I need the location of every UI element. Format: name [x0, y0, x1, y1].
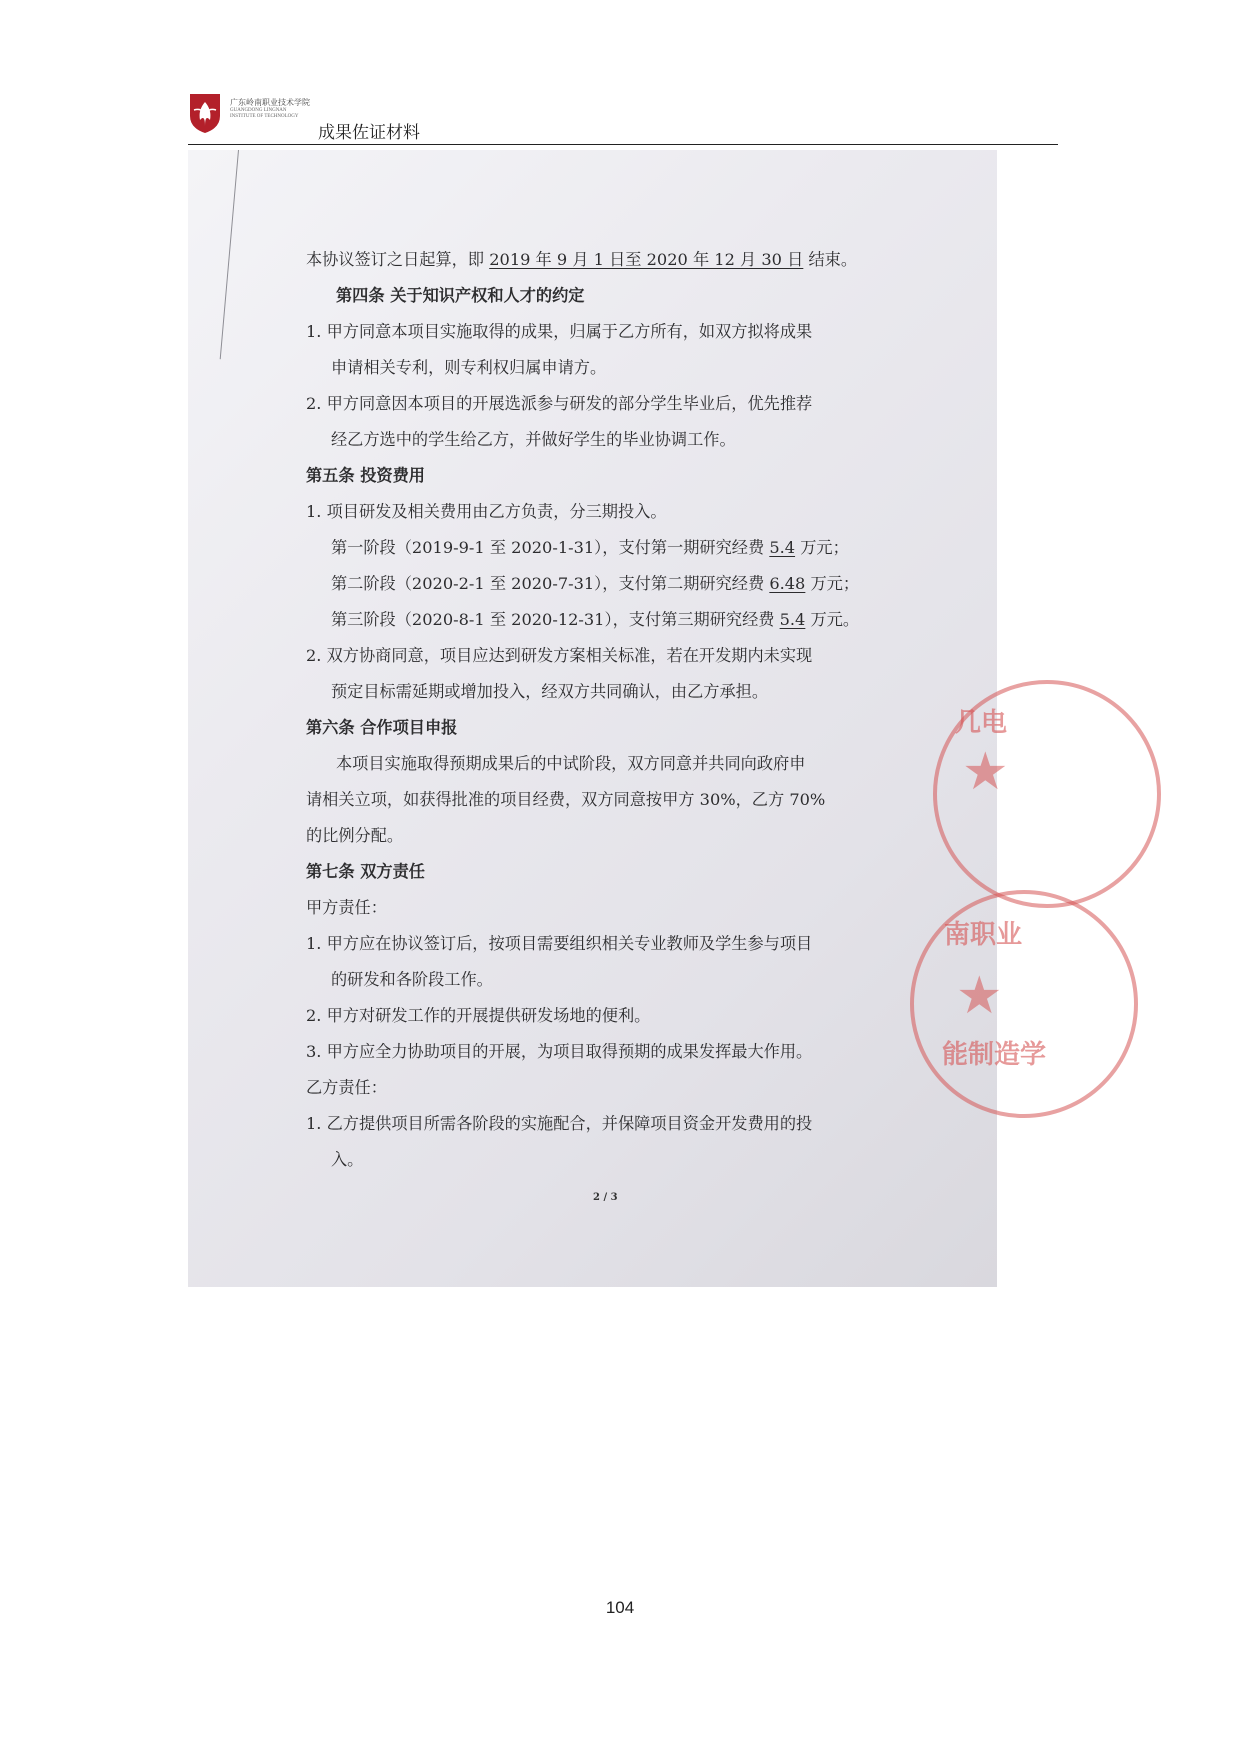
article-6-heading: 第六条 合作项目申报: [306, 718, 458, 737]
page-number: 104: [605, 1598, 635, 1617]
stamp-text: 几电: [955, 708, 1008, 738]
party-b-label: 乙方责任：: [306, 1078, 387, 1097]
list-item: 1. 甲方同意本项目实施取得的成果，归属于乙方所有，如双方拟将成果: [306, 322, 813, 341]
list-item-continued: 经乙方选中的学生给乙方，并做好学生的毕业协调工作。: [331, 430, 736, 449]
payment-stage-1: 第一阶段（2019-9-1 至 2020-1-31），支付第一期研究经费 5.4 万元；: [331, 538, 849, 557]
stage-amount: 5.4: [769, 538, 796, 557]
agreement-period: 2019 年 9 月 1 日至 2020 年 12 月 30 日: [489, 250, 804, 269]
list-item: 1. 项目研发及相关费用由乙方负责，分三期投入。: [306, 502, 667, 521]
article-4-heading: 第四条 关于知识产权和人才的约定: [336, 286, 585, 305]
party-a-label: 甲方责任：: [306, 898, 387, 917]
star-icon: ★: [962, 742, 1009, 802]
payment-stage-3: 第三阶段（2020-8-1 至 2020-12-31），支付第三期研究经费 5.4 万元。: [331, 610, 860, 629]
stamp-text: 能制造学: [942, 1040, 1047, 1070]
paragraph-line: 的比例分配。: [306, 826, 404, 845]
list-item-continued: 的研发和各阶段工作。: [331, 970, 493, 989]
list-item: 2. 甲方对研发工作的开展提供研发场地的便利。: [306, 1006, 651, 1025]
list-item-continued: 预定目标需延期或增加投入，经双方共同确认，由乙方承担。: [331, 682, 769, 701]
paper-edge: [220, 150, 239, 359]
header-title: 成果佐证材料: [318, 123, 420, 143]
star-icon: ★: [956, 966, 1003, 1026]
red-seal-stamp: [910, 890, 1138, 1118]
institution-name-en: GUANGDONG LINGNAN INSTITUTE OF TECHNOLOGY: [230, 108, 299, 119]
list-item: 1. 乙方提供项目所需各阶段的实施配合，并保障项目资金开发费用的投: [306, 1114, 813, 1133]
payment-stage-2: 第二阶段（2020-2-1 至 2020-7-31），支付第二期研究经费 6.48 万元；: [331, 574, 860, 593]
red-seal-stamp: [933, 680, 1161, 908]
list-item: 2. 双方协商同意，项目应达到研发方案相关标准，若在开发期内未实现: [306, 646, 813, 665]
page-header: [188, 86, 1058, 146]
header-divider: [188, 144, 1058, 145]
article-7-heading: 第七条 双方责任: [306, 862, 425, 881]
stamp-text: 南职业: [944, 920, 1023, 950]
list-item-continued: 申请相关专利，则专利权归属申请方。: [331, 358, 607, 377]
list-item-continued: 入。: [331, 1150, 364, 1169]
stage-amount: 5.4: [779, 610, 806, 629]
scanned-page-indicator: 2 / 3: [593, 1192, 618, 1203]
paragraph-line: 本项目实施取得预期成果后的中试阶段，双方同意并共同向政府申: [336, 754, 806, 773]
paragraph-line: 请相关立项，如获得批准的项目经费，双方同意按甲方 30%，乙方 70%: [306, 790, 826, 809]
college-emblem-icon: [188, 92, 222, 134]
list-item: 3. 甲方应全力协助项目的开展，为项目取得预期的成果发挥最大作用。: [306, 1042, 813, 1061]
agreement-period-line: 本协议签订之日起算，即 2019 年 9 月 1 日至 2020 年 12 月 30 日 结束。: [306, 250, 858, 269]
document-photo: [188, 150, 1047, 1287]
stage-amount: 6.48: [769, 574, 806, 593]
list-item: 2. 甲方同意因本项目的开展选派参与研发的部分学生毕业后，优先推荐: [306, 394, 813, 413]
institution-name-cn: 广东岭南职业技术学院: [230, 98, 310, 107]
article-5-heading: 第五条 投资费用: [306, 466, 425, 485]
list-item: 1. 甲方应在协议签订后，按项目需要组织相关专业教师及学生参与项目: [306, 934, 813, 953]
